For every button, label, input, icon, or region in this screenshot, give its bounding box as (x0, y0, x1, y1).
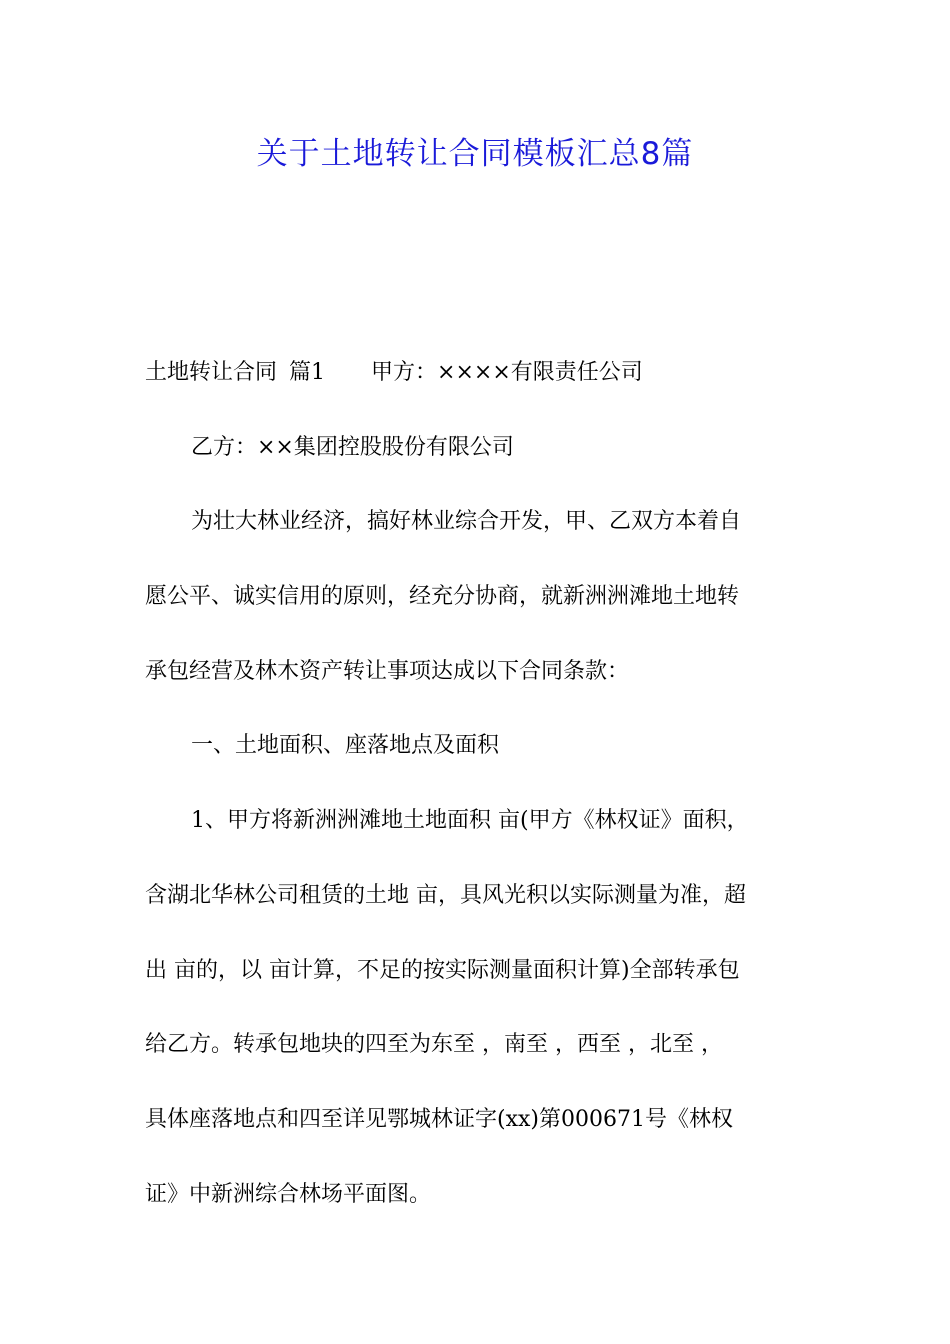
party-b: 乙方：××集团控股股份有限公司 (191, 434, 514, 460)
paragraph-line: 证》中新洲综合林场平面图。 (145, 1181, 432, 1207)
paragraph-line: 1、甲方将新洲洲滩地土地面积 亩(甲方《林权证》面积， (191, 808, 749, 834)
heading-label: 土地转让合同 (145, 360, 278, 385)
paragraph-line: 承包经营及林木资产转让事项达成以下合同条款： (145, 658, 630, 684)
document-title: 关于土地转让合同模板汇总8篇 (256, 136, 694, 172)
paragraph-line: 愿公平、诚实信用的原则，经充分协商，就新洲洲滩地土地转 (145, 584, 740, 610)
paragraph-line: 为壮大林业经济，搞好林业综合开发，甲、乙双方本着自 (191, 509, 742, 535)
heading-number: 篇1 (289, 360, 326, 385)
party-a: 甲方：××××有限责任公司 (371, 360, 643, 385)
paragraph-line: 给乙方。转承包地块的四至为东至 ，南至 ，西至 ，北至 ， (145, 1032, 723, 1058)
section-heading: 一、土地面积、座落地点及面积 (191, 733, 500, 759)
document-body (145, 336, 810, 1232)
paragraph-line: 具体座落地点和四至详见鄂城林证字(xx)第000671号《林权 (145, 1106, 733, 1132)
paragraph-line: 出 亩的，以 亩计算，不足的按实际测量面积计算)全部转承包 (145, 957, 740, 983)
heading-line (145, 336, 810, 411)
paragraph-line: 含湖北华林公司租赁的土地 亩，具风光积以实际测量为准，超 (145, 882, 746, 908)
